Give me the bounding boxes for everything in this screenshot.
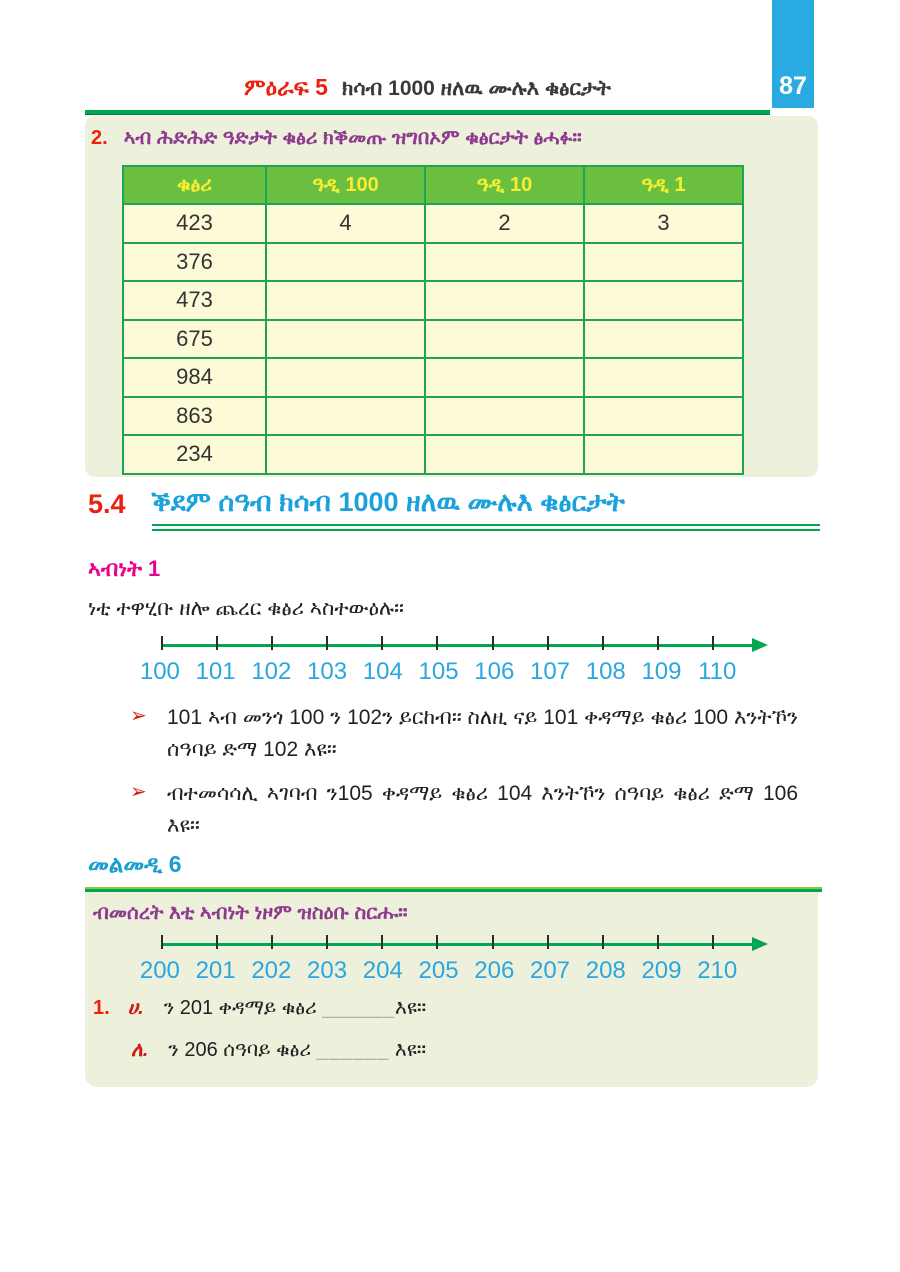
number-line-label: 206 (474, 957, 515, 984)
section-title-underline (152, 487, 820, 531)
number-line-tick (216, 935, 218, 949)
table-cell: 423 (123, 204, 266, 243)
number-line-tick (326, 935, 328, 949)
table-row (123, 320, 743, 359)
activity-instruction-row (91, 127, 818, 150)
number-line-tick (492, 636, 494, 650)
number-line-tick (381, 935, 383, 949)
table-cell (266, 320, 425, 359)
number-line-label: 110 (698, 658, 737, 685)
table-header-cell: ዓዲ 1 (584, 166, 743, 204)
table-row (123, 281, 743, 320)
question-letter: ለ. (131, 1039, 149, 1061)
table-cell (266, 397, 425, 436)
number-line-labels (132, 658, 745, 686)
table-cell (584, 397, 743, 436)
header-rule (85, 110, 770, 115)
table-header-cell: ዓዲ 100 (266, 166, 425, 204)
question-tail: እዩ። (394, 997, 427, 1019)
table-cell (584, 435, 743, 474)
number-line-label: 205 (418, 957, 459, 984)
number-line-label: 102 (251, 658, 292, 685)
table-row (123, 397, 743, 436)
number-line-tick (436, 636, 438, 650)
number-line-tick (712, 935, 714, 949)
table-cell (266, 358, 425, 397)
number-line-label: 204 (362, 957, 403, 984)
question-letter: ሀ. (127, 997, 144, 1019)
table-row (123, 204, 743, 243)
chapter-label: ምዕራፍ 5 (244, 74, 328, 100)
table-cell (266, 243, 425, 282)
number-line-200-210 (85, 929, 818, 989)
table-cell: 675 (123, 320, 266, 359)
exercise-label: መልመዲ 6 (88, 851, 182, 877)
table-cell: 863 (123, 397, 266, 436)
bullet-arrow-icon: ➢ (130, 705, 147, 727)
table-cell (425, 243, 584, 282)
bullet-item (130, 778, 798, 842)
number-line-ticks (161, 636, 714, 650)
table-cell (425, 281, 584, 320)
question-blank: ______ (316, 1039, 390, 1061)
number-line-tick (712, 636, 714, 650)
number-line-labels (132, 957, 745, 985)
table-row (123, 358, 743, 397)
table-cell (584, 243, 743, 282)
bullet-arrow-icon: ➢ (130, 781, 147, 803)
number-line-tick (602, 935, 604, 949)
table-cell: 984 (123, 358, 266, 397)
question-text: ን 201 ቀዳማይ ቁፅሪ (163, 997, 317, 1019)
section-heading (88, 487, 820, 531)
number-line-label: 106 (474, 658, 515, 685)
question-blank: ______ (322, 997, 395, 1019)
number-line-tick (657, 935, 659, 949)
number-line-label: 105 (418, 658, 459, 685)
table-cell (425, 435, 584, 474)
activity-instruction: ኣብ ሕድሕድ ዓድታት ቁፅሪ ክቕመጡ ዝግበኦም ቁፅርታት ፅሓፉ። (123, 127, 582, 149)
activity-number: 2. (91, 127, 108, 149)
number-line-tick (436, 935, 438, 949)
number-line-tick (216, 636, 218, 650)
number-line-label: 210 (697, 957, 738, 984)
number-line-label: 108 (585, 658, 626, 685)
section-number: 5.4 (88, 489, 126, 519)
number-line-label: 109 (641, 658, 682, 685)
number-line-ticks (161, 935, 714, 949)
table-cell: 4 (266, 204, 425, 243)
chapter-header (85, 74, 770, 101)
chapter-title: ክሳብ 1000 ዘለዉ ሙሉእ ቁፅርታት (341, 77, 611, 100)
number-line-label: 107 (529, 658, 571, 685)
number-line-label: 100 (139, 658, 180, 685)
table-cell (584, 358, 743, 397)
table-header-cell: ቁፅሪ (123, 166, 266, 204)
number-line-tick (271, 636, 273, 650)
question-text: ን 206 ሰዓባይ ቁፅሪ (168, 1039, 312, 1061)
number-line-label: 104 (362, 658, 403, 685)
table-cell: 376 (123, 243, 266, 282)
number-line-arrow-icon (752, 937, 768, 951)
bullet-text: 101 ኣብ መንጎ 100 ን 102ን ይርከብ። ስለዚ ናይ 101 ቀዳማይ ቁፅሪ 100 እንትኾን ሰዓባይ ድማ 102 እዩ። (167, 706, 798, 761)
number-line-arrow-icon (752, 638, 768, 652)
activity-panel (85, 116, 818, 477)
number-line-tick (271, 935, 273, 949)
table-cell (584, 281, 743, 320)
number-line-label: 103 (307, 658, 348, 685)
table-cell (266, 281, 425, 320)
number-line-label: 202 (251, 957, 292, 984)
number-line-tick (161, 935, 163, 949)
number-line-tick (602, 636, 604, 650)
exercise-panel (85, 892, 818, 1087)
number-line-label: 201 (195, 957, 236, 984)
number-line-label: 200 (139, 957, 180, 984)
example-intro: ነቲ ተዋሂቡ ዘሎ ጨረር ቁፅሪ ኣስተውዕሉ። (88, 597, 404, 620)
question-row (131, 1039, 818, 1062)
table-header-row (123, 166, 743, 204)
table-cell: 473 (123, 281, 266, 320)
example-label: ኣብነት 1 (88, 556, 161, 581)
table-row (123, 435, 743, 474)
bullet-item (130, 702, 798, 766)
number-line-tick (547, 636, 549, 650)
number-line-tick (326, 636, 328, 650)
page-number-badge: 87 (772, 0, 814, 108)
number-line-tick (657, 636, 659, 650)
question-row (93, 997, 818, 1020)
section-title: ቕደም ሰዓብ ክሳብ 1000 ዘለዉ ሙሉእ ቁፅርታት (151, 487, 625, 517)
number-line-label: 203 (307, 957, 348, 984)
number-line-tick (381, 636, 383, 650)
question-number: 1. (93, 997, 110, 1019)
table-cell: 234 (123, 435, 266, 474)
table-header-cell: ዓዲ 10 (425, 166, 584, 204)
table-cell (584, 320, 743, 359)
table-cell (425, 397, 584, 436)
table-cell: 2 (425, 204, 584, 243)
bullet-text: ብተመሳሳሊ ኣገባብ ን105 ቀዳማይ ቁፅሪ 104 እንትኾን ሰዓባይ ቁፅሪ ድማ 106 እዩ። (167, 782, 798, 837)
number-line-label: 101 (195, 658, 236, 685)
place-value-table (122, 165, 744, 475)
table-cell (425, 358, 584, 397)
table-cell (266, 435, 425, 474)
number-line-label: 207 (529, 957, 571, 984)
number-line-100-110 (0, 630, 900, 690)
table-cell (425, 320, 584, 359)
number-line-tick (547, 935, 549, 949)
number-line-label: 209 (641, 957, 682, 984)
table-row (123, 243, 743, 282)
number-line-tick (161, 636, 163, 650)
exercise-intro: ብመሰረት እቲ ኣብነት ነዞም ዝስዕቡ ስርሑ። (93, 902, 408, 924)
number-line-label: 208 (585, 957, 626, 984)
question-tail: እዩ። (394, 1039, 427, 1061)
number-line-tick (492, 935, 494, 949)
table-cell: 3 (584, 204, 743, 243)
